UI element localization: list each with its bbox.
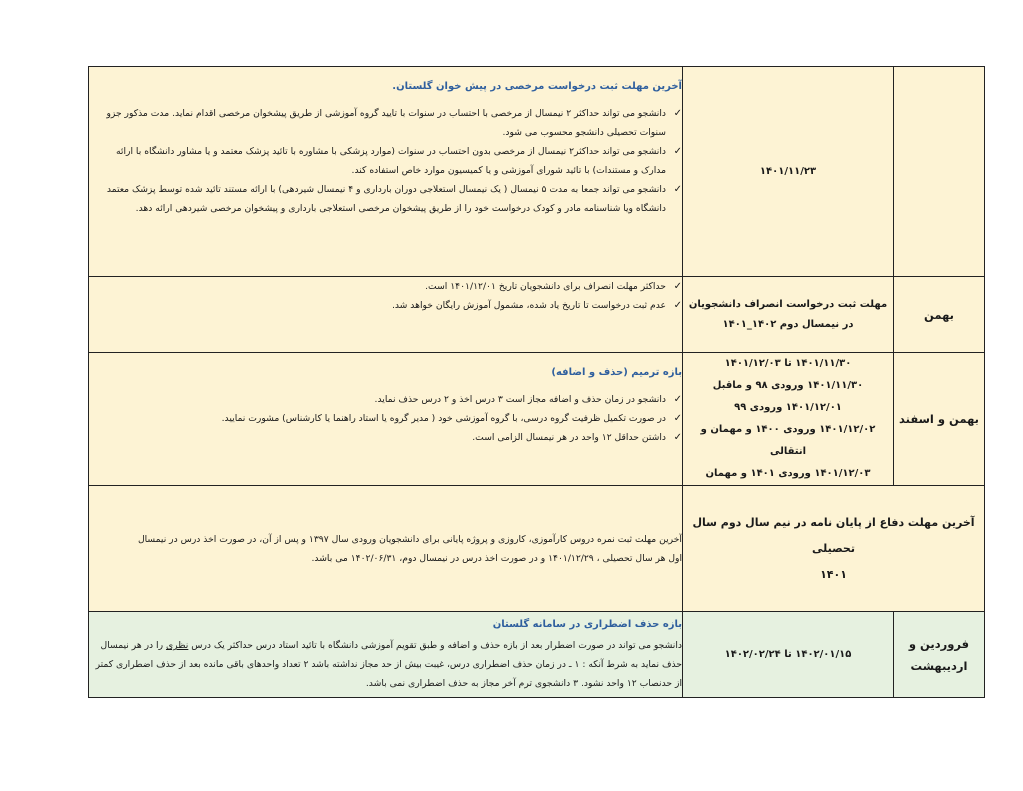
description-cell — [89, 486, 683, 612]
date-line: در نیمسال دوم ۱۴۰۲_۱۴۰۱ — [722, 318, 854, 330]
list-item: ✓ داشتن حداقل ۱۲ واحد در هر نیمسال الزامی است. — [89, 428, 682, 447]
description-cell — [89, 612, 683, 698]
table-row — [89, 277, 985, 353]
check-icon: ✓ — [673, 108, 682, 119]
month-cell — [894, 353, 985, 486]
month-line: فروردین و — [908, 636, 970, 651]
table-row — [89, 67, 985, 277]
list-item: ✓ دانشجو می تواند حداکثر ۲ نیمسال از مرخصی با احتساب در سنوات با تایید گروه آموزشی از طریق پیشخوان مرخصی اقدام نماید. مدت مذکور جزو سنوات تحصیلی دانشجو محسوب می شود. — [89, 104, 682, 142]
list-item: ✓ عدم ثبت درخواست تا تاریخ یاد شده، مشمول آموزش رایگان خواهد شد. — [89, 296, 682, 315]
description-cell — [89, 353, 683, 486]
description-cell — [89, 67, 683, 277]
deadline-title-line: ۱۴۰۱ — [820, 567, 847, 581]
list-item: ✓ دانشجو می تواند جمعا به مدت ۵ نیمسال ( یک نیمسال استعلاجی دوران بارداری و ۴ نیمسال شیردهی) با ارائه مستند تائید شده توسط پزشک معتمد دانشگاه ویا شناسنامه مادر و کودک درخواست خود را از طریق پیشخوان مرخصی استعلاجی بارداری و پیشخوان مرخصی شیردهی ارائه دهد. — [89, 180, 682, 218]
list-item: ✓ حداکثر مهلت انصراف برای دانشجویان تاریخ ۱۴۰۱/۱۲/۰۱ است. — [89, 277, 682, 296]
date-line: ۱۴۰۱/۱۲/۰۳ ورودی ۱۴۰۱ و مهمان — [705, 468, 871, 479]
section-title: بازه حذف اضطراری در سامانه گلستان — [492, 619, 682, 630]
month-text: بهمن و اسفند — [899, 412, 979, 426]
description-line: آخرین مهلت ثبت نمره دروس کارآموزی، کاروزی و پروژه پایانی برای دانشجویان ورودی سال ۱۳۹۷ و پس از آن، در صورت اخذ درس در نیمسال — [137, 533, 682, 545]
list-item: ✓ در صورت تکمیل ظرفیت گروه درسی، با گروه آموزشی خود ( مدیر گروه یا استاد راهنما یا کارشناس) مشورت نمایید. — [89, 409, 682, 428]
deadline-title-cell — [683, 486, 985, 612]
check-icon: ✓ — [673, 413, 682, 424]
table-row — [89, 486, 985, 612]
date-text: ۱۴۰۱/۱۱/۲۳ — [759, 165, 817, 177]
month-cell — [894, 612, 985, 698]
date-cell — [683, 67, 894, 277]
check-icon: ✓ — [673, 300, 682, 311]
checklist — [89, 104, 682, 218]
month-cell — [894, 277, 985, 353]
date-cell — [683, 612, 894, 698]
table-row — [89, 612, 985, 698]
list-item: ✓ دانشجو در زمان حذف و اضافه مجاز است ۳ درس اخذ و ۲ درس حذف نماید. — [89, 390, 682, 409]
table-row — [89, 353, 985, 486]
check-icon: ✓ — [673, 146, 682, 157]
check-icon: ✓ — [673, 184, 682, 195]
list-item: ✓ دانشجو می تواند حداکثر۲ نیمسال از مرخصی بدون احتساب در سنوات (موارد پزشکی با مشاوره با تائید پزشک معتمد و یا مشاور دانشگاه با ارائه مدارک و مستندات) با تائید شورای آموزشی و یا کمیسیون موارد خاص استفاده کند. — [89, 142, 682, 180]
date-cell — [683, 353, 894, 486]
checklist — [89, 390, 682, 447]
deadline-title-line: آخرین مهلت دفاع از پایان نامه در نیم سال دوم سال تحصیلی — [692, 515, 975, 555]
description-cell — [89, 277, 683, 353]
date-line: ۱۴۰۱/۱۲/۰۱ ورودی ۹۹ — [734, 402, 842, 413]
academic-calendar-table — [88, 66, 985, 698]
date-line: ۱۴۰۱/۱۱/۳۰ تا ۱۴۰۱/۱۲/۰۳ — [724, 358, 852, 369]
month-line: اردیبهشت — [910, 658, 968, 673]
underlined-word: نظری — [165, 640, 189, 651]
check-icon: ✓ — [673, 281, 682, 292]
section-title: آخرین مهلت ثبت درخواست مرخصی در پیش خوان گلستان. — [392, 81, 682, 92]
description-line: اول هر سال تحصیلی ، ۱۴۰۱/۱۲/۲۹ و در صورت اخذ درس در نیمسال دوم، ۱۴۰۲/۰۶/۳۱ می باشد. — [311, 552, 682, 564]
check-icon: ✓ — [673, 394, 682, 405]
section-title: بازه ترمیم (حذف و اضافه) — [551, 367, 682, 378]
date-text: ۱۴۰۲/۰۱/۱۵ تا ۱۴۰۲/۰۲/۲۴ — [724, 648, 852, 660]
checklist — [89, 277, 682, 315]
description-text: دانشجو می تواند در صورت اضطرار بعد از بازه حذف و اضافه و طبق تقویم آموزشی دانشگاه با تائید استاد درس حداکثر یک درس نظری را در هر نیمسال حذف نماید به شرط آنکه : ۱ ـ در زمان حذف اضطراری درس، غیبت بیش از حد مجاز نداشته باشد ۲ تعداد واحدهای باقی مانده بعد از حذف اضطراری کمتر از حدنصاب ۱۲ واحد نشود. ۳ دانشجوی ترم آخر مجاز به حذف اضطراری نمی باشد. — [95, 640, 682, 689]
check-icon: ✓ — [673, 432, 682, 443]
date-line: ۱۴۰۱/۱۲/۰۲ ورودی ۱۴۰۰ و مهمان و انتقالی — [700, 424, 876, 457]
month-text: بهمن — [924, 307, 954, 322]
date-line: مهلت ثبت درخواست انصراف دانشجویان — [688, 298, 888, 310]
month-cell — [894, 67, 985, 277]
date-cell — [683, 277, 894, 353]
date-line: ۱۴۰۱/۱۱/۳۰ ورودی ۹۸ و ماقبل — [712, 380, 864, 391]
